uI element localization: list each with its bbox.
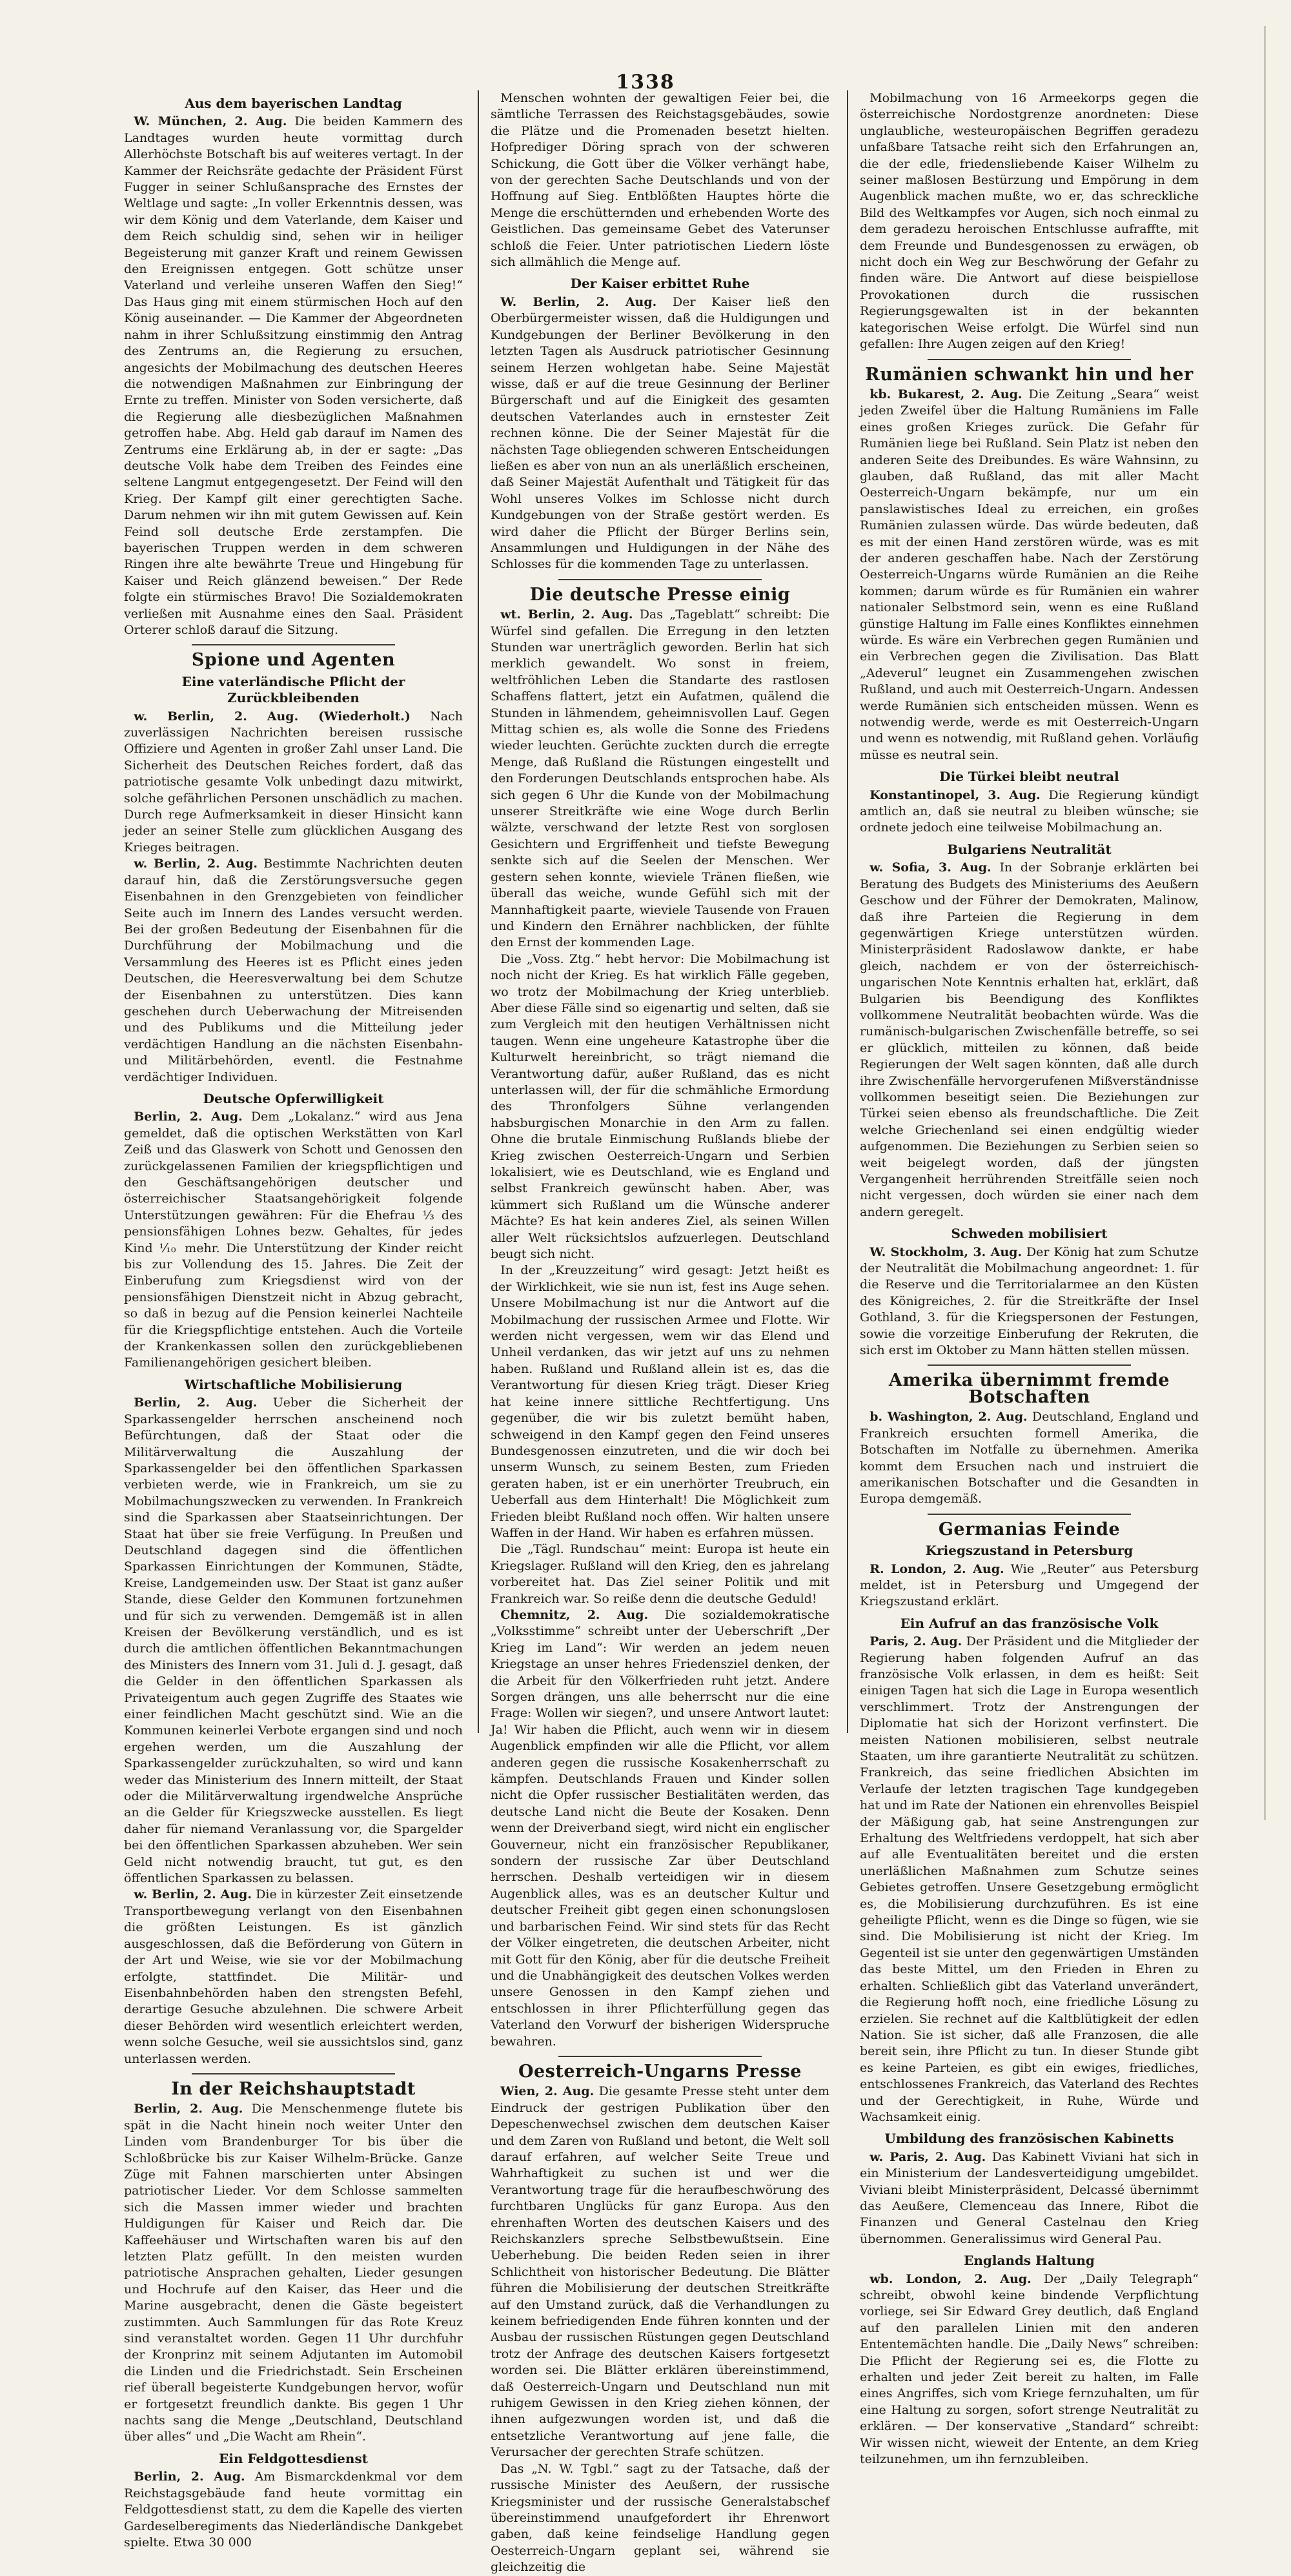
section-separator — [192, 2073, 395, 2074]
section-separator — [558, 2056, 762, 2057]
dateline: W. München, 2. Aug. — [134, 114, 287, 129]
article-paragraph — [124, 2101, 463, 2446]
dateline: w. Paris, 2. Aug. — [869, 2149, 986, 2164]
article-headline: Ein Feldgottesdienst — [219, 2450, 368, 2466]
section-headline: Spione und Agenten — [191, 650, 396, 671]
article-text: Bestimmte Nachrichten deuten darauf hin, daß die Zerstörungsversuche gegen Eisenbahnen in den Grenzgebieten von feindlicher Seite auch im Innern des Landes versucht werden. Bei der großen Bedeutung der Eisenbahnen für die Durchführung der Mobilmachung und die Versammlung des Heeres ist es Pflicht eines jeden Deutschen, die Heeresverwaltung bei dem Schutze der Eisenbahnen zu unterstützen. Dies kann geschehen durch Ueberwachung der Mitreisenden und des Publikums und die Mitteilung jeder verdächtigen Handlung an die nächsten Eisenbahn- und Militärbehörden, eventl. die Festnahme verdächtiger Individuen. — [124, 857, 463, 1084]
dateline: Wien, 2. Aug. — [500, 2084, 595, 2099]
article-paragraph — [860, 1244, 1199, 1359]
dateline: w. Sofia, 3. Aug. — [869, 860, 991, 875]
section-separator — [928, 1364, 1131, 1366]
section-headline: In der Reichshauptstadt — [171, 2078, 416, 2099]
article-paragraph — [124, 114, 463, 638]
article-headline: Deutsche Opferwilligkeit — [203, 1090, 384, 1106]
article-text: Das „Tageblatt“ schreibt: Die Würfel sind gefallen. Die Erregung in den letzten Stunden war unerträglich geworden. Berlin hat sich merklich gewandelt. Wo sonst in freiem, weltfröhlichen Leben die Standarte des rastlosen Schaffens flattert, jetzt ein Aufatmen, quälend die Stunden in lähmendem, geheimnisvollen Lauf. Gegen Mittag schien es, als wolle die Sonne des Friedens wieder leuchten. Gerüchte zuckten durch die erregte Menge, daß Rußland die Rüstungen eingestellt und den Forderungen Deutschlands entsprochen habe. Als sich gegen 6 Uhr die Kunde von der Mobilmachung unserer Streitkräfte wie eine Woge durch Berlin wälzte, verschwand der letzte Rest von sorglosen Gesichtern und Ergriffenheit und tiefste Bewegung senkte sich auf die Seelen der Menschen. Wer gestern sehen konnte, wieviele Tränen fließen, wie überall das weiche, wunde Gefühl sich mit der Mannhaftigkeit paarte, wieviele Tausende von Frauen und Kindern den Ernährer nachblicken, der fühlte den Ernst der kommenden Lage. — [491, 607, 829, 950]
section-separator — [928, 359, 1131, 360]
article-headline: Ein Aufruf an das französische Volk — [900, 1615, 1159, 1631]
dateline: Berlin, 2. Aug. — [134, 1395, 258, 1410]
article-text: Die in kürzester Zeit einsetzende Transportbewegung verlangt von den Eisenbahnen die größten Leistungen. Es ist gänzlich ausgeschlossen, daß die Beförderung von Gütern in der Art und Weise, wie sie vor der Mobilmachung erfolgte, stattfindet. Die Militär- und Eisenbahnbehörden haben den strengsten Befehl, derartige Gesuche abzulehnen. Die schwere Arbeit dieser Behörden wird wesentlich erleichtert werden, wenn solche Gesuche, weil sie aussichtslos sind, ganz unterlassen werden. — [124, 1887, 463, 2066]
dateline: W. Stockholm, 3. Aug. — [869, 1244, 1022, 1259]
article-text: Der Präsident und die Mitglieder der Regierung haben folgenden Aufruf an das französische Volk erlassen, in dem es heißt: Seit einigen Tagen hat sich die Lage in Europa wesentlich verschlimmert. Trotz der Anstrengungen der Diplomatie hat sich der Horizont verfinstert. Die meisten Nationen mobilisieren, selbst neutrale Staaten, um ihre garantierte Neutralität zu schützen. Frankreich, das seine friedlichen Absichten im Verlaufe der letzten tragischen Tage kundgegeben hat und im Rate der Nationen ein ehrenvolles Beispiel der Mäßigung gab, hat seine Anstrengungen zur Erhaltung des Weltfriedens verdoppelt, hat sich aber auf alle Eventualitäten bereitet und die ersten unerläßlichen Maßnahmen zum Schutze seines Gebietes getroffen. Unsere Gesetzgebung ermöglicht es, die Mobilisierung durchzuführen. Es ist eine geheiligte Pflicht, wenn es die Dinge so fügen, wie sie sind. Die Mobilisierung ist nicht der Krieg. Im Gegenteil ist sie unter den gegenwärtigen Umständen das beste Mittel, um den Frieden in Ehren zu erhalten. Schließlich gibt das Vaterland unverändert, die Regierung hofft noch, eine friedliche Lösung zu erzielen. Sie rechnet auf die Kaltblütigkeit der edlen Nation. Sie ist sicher, daß alle Franzosen, die alle bereit sein, ihre Pflicht zu tun. In dieser Stunde gibt es keine Parteien, es gibt ein ewiges, friedliches, entschlossenes Frankreich, das Vaterland des Rechtes und der Gerechtigkeit, in Ruhe, Würde und Wachsamkeit einig. — [860, 1634, 1199, 2124]
article-paragraph — [491, 1541, 829, 1607]
dateline: wb. London, 2. Aug. — [869, 2271, 1032, 2286]
article-text: Die beiden Kammern des Landtages wurden heute vormittag durch Allerhöchste Botschaft bis auf weiteres vertagt. In der Kammer der Reichsräte gedachte der Präsident Fürst Fugger in seiner Schlußansprache des Ernstes der Weltlage und sagte: „In voller Erkenntnis dessen, was wir dem König und dem Vaterlande, dem Kaiser und dem Reich schuldig sind, sehen wir in heiliger Begeisterung mit ganzer Kraft und reinem Gewissen den Ereignissen entgegen. Gott schütze unser Vaterland und verleihe unseren Waffen den Sieg!“ Das Haus ging mit einem stürmischen Hoch auf den König auseinander. — Die Kammer der Abgeordneten nahm in ihrer Schlußsitzung einstimmig den Antrag des Zentrums an, die Regierung zu ersuchen, angesichts der Mobilmachung des deutschen Heeres die notwendigen Maßnahmen zur Einbringung der Ernte zu treffen. Minister von Soden versicherte, daß die Regierung alle diesbezüglichen Maßnahmen getroffen habe. Abg. Held gab darauf im Namen des Zentrums eine Erklärung ab, in der er sagte: „Das deutsche Volk habe dem Treiben des Feindes eine seltene Langmut entgegengesetzt. Der Feind will den Krieg. Der Kampf gilt einer gerechtigten Sache. Darum nehmen wir ihn mit gutem Gewissen auf. Kein Feind soll deutsche Erde zerstampfen. Die bayerischen Truppen werden in dem schweren Ringen ihre alte bewährte Treue und Hingebung für Kaiser und Reich glänzend beweisen.“ Der Rede folgte ein stürmisches Bravo! Die Sozialdemokraten verließen mit Ausnahme eines den Saal. Präsident Orterer schloß darauf die Sitzung. — [124, 114, 463, 637]
article-paragraph — [860, 2149, 1199, 2247]
dateline: Berlin, 2. Aug. — [134, 2470, 245, 2484]
article-paragraph — [491, 1607, 829, 2050]
section-headline: Amerika übernimmt fremde Botschaften — [888, 1370, 1170, 1407]
article-text: Die Zeitung „Seara“ weist jeden Zweifel über die Haltung Rumäniens im Falle eines großen Krieges zurück. Die Gefahr für Rumänien liege bei Rußland. Sein Platz ist neben den anderen Seite des Dreibundes. Es wäre Wahnsinn, zu glauben, daß Rußland, das mit aller Macht Oesterreich-Ungarn bekämpfe, nur um ein panslawistisches Ideal zu erreichen, ein großes Rumänien zulassen würde. Das würde bedeuten, daß es mit der einen Hand zerstören würde, was es mit der anderen geschaffen habe. Nach der Zerstörung Oesterreich-Ungarns würde Rumänien an die Reihe kommen; darum würde es für Rumänien ein wahrer nationaler Selbstmord sein, wenn es eine Rußland günstige Haltung im Falle eines Konfliktes einnehmen würde. Es wäre ein Verbrechen gegen Rumänien und ein Verbrechen gegen die Zivilisation. Das Blatt „Adeverul“ leugnet ein Zusammengehen zwischen Rußland, und auch mit Oesterreich-Ungarn. Andessen werde Rumänien sich entscheiden müssen. Wenn es notwendig werde, werde es mit Oesterreich-Ungarn und wenn es notwendig, mit Rußland gehen. Vorläufig müsse es neutral sein. — [860, 387, 1199, 762]
article-headline: Englands Haltung — [964, 2253, 1095, 2269]
article-text: In der „Kreuzzeitung“ wird gesagt: Jetzt heißt es der Wirklichkeit, wie sie nun ist, fest ins Auge sehen. Unsere Mobilmachung ist nur die Antwort auf die Mobilmachung der russischen Armee und Flotte. Wir werden nicht vergessen, wem wir das Elend und Unheil verdanken, das wir jetzt auf uns zu nehmen haben. Rußland und Rußland allein ist es, das die Verantwortung für diesen Krieg trägt. Dieser Krieg hat keine innere sittliche Rechtfertigung. Uns gegenüber, die wir bis zuletzt bemüht haben, schweigend in den Kampf gegen den Feind unseres Bundesgenossen einzutreten, und die wir doch bei unserm Wunsch, zu seinem Besten, zum Frieden geraten haben, ist er ein unerhörter Treubruch, ein Ueberfall aus dem Hinterhalt! Die Möglichkeit zum Frieden bleibt Rußland noch offen. Wir halten unsere Waffen in der Hand. Wir haben es erfahren müssen. — [491, 1263, 829, 1540]
article-text: Menschen wohnten der gewaltigen Feier bei, die sämtliche Terrassen des Reichstagsgebäudes, sowie die Plätze und die Promenaden besetzt hielten. Hofprediger Döring sprach von der schweren Schickung, die Gott über die Völker verhängt habe, von der gerechten Sache Deutschlands und von der Hoffnung auf Sieg. Entblößten Hauptes hörte die Menge die erschütternden und erhebenden Worte des Geistlichen. Das gemeinsame Gebet des Vaterunser schloß die Feier. Unter patriotischen Liedern löste sich allmählich die Menge auf. — [491, 91, 829, 270]
dateline: b. Washington, 2. Aug. — [869, 1410, 1028, 1425]
dateline: Chemnitz, 2. Aug. — [500, 1607, 649, 1622]
article-text: In der Sobranje erklärten bei Beratung des Budgets des Ministeriums des Aeußern Geschow und der Führer der Demokraten, Malinow, daß ihre Parteien die Regierung in dem gegenwärtigen Kriege unterstützen würden. Ministerpräsident Radoslawow dankte, er habe gleich, nachdem er von der österreichisch-ungarischen Note Kenntnis erhalten hat, erklärt, daß Bulgarien bis Beendigung des Konfliktes vollkommene Neutralität beobachten würde. Was die rumänisch-bulgarischen Zwischenfälle betreffe, so sei er glücklich, mitteilen zu können, daß beide Regierungen der Welt sagen könnten, daß alle durch ihre Zwischenfälle hervorgerufenen Mißverständnisse vollkommen beseitigt seien. Die Beziehungen zur Türkei seien ebenso als freundschaftliche. Die Zeit welche Griechenland sei einen endgültig wieder aufgenommen. Die Beziehungen zu Serbien seien so weit beigelegt worden, daß der jüngsten Vergangenheit herrührenden Streitfälle seien noch nicht vergessen, doch würden sie einer nach dem andern geregelt. — [860, 860, 1199, 1219]
article-headline: Die Türkei bleibt neutral — [939, 769, 1119, 785]
dateline: Berlin, 2. Aug. — [134, 1110, 243, 1124]
article-paragraph — [860, 2271, 1199, 2468]
section-headline: Oesterreich-Ungarns Presse — [518, 2061, 802, 2082]
article-headline: Aus dem bayerischen Landtag — [185, 96, 402, 111]
article-paragraph — [124, 709, 463, 857]
article-paragraph — [860, 1409, 1199, 1507]
dateline: Konstantinopel, 3. Aug. — [869, 787, 1041, 802]
article-text: Mobilmachung von 16 Armeekorps gegen die österreichische Nordostgrenze anordneten: Diese unglaubliche, westeuropäischen Begriffen geradezu unfaßbare Tatsache reiht sich den Erfahrungen an, die der edle, friedensliebende Kaiser Wilhelm zu seiner maßlosen Bestürzung und Empörung in dem Augenblick machen mußte, wo er, das schreckliche Bild des Weltkampfes vor Augen, sich noch einmal zu dem geradezu heroischen Entschlusse aufraffte, mit dem Freunde und Bundesgenossen zu erwägen, ob nicht doch ein Weg zur Beschwörung der Gefahr zu finden wäre. Die Antwort auf diese beispiellose Provokationen durch die russischen Regierungsgewalten ist in der bekannten kategorischen Weise erfolgt. Die Würfel sind nun gefallen: Ihre Augen zeigen auf den Krieg! — [860, 91, 1199, 352]
article-paragraph — [491, 294, 829, 573]
article-headline: Wirtschaftliche Mobilisierung — [184, 1376, 403, 1392]
article-paragraph — [860, 90, 1199, 353]
article-paragraph — [124, 1395, 463, 1887]
dateline: R. London, 2. Aug. — [869, 1561, 1004, 1576]
article-text: Nach zuverlässigen Nachrichten bereisen russische Offiziere und Agenten in großer Zahl unser Land. Die Sicherheit des Deutschen Reiches fordert, daß das patriotische gesamte Volk unbedingt dazu mitwirkt, solche gefährlichen Personen unschädlich zu machen. Durch rege Aufmerksamkeit in dieser Hinsicht kann jeder an seiner Stelle zum glücklichen Ausgang des Krieges beitragen. — [124, 709, 463, 855]
article-text: Ueber die Sicherheit der Sparkassengelder herrschen anscheinend noch Befürchtungen, daß der Staat oder die Militärverwaltung die Auszahlung der Sparkassengelder bei den öffentlichen Sparkassen verbieten werde, wie in Frankreich, um sie zu Mobilmachungszwecken zu verwenden. In Frankreich sind die Sparkassen aber Staatseinrichtungen. Der Staat hat über sie freie Verfügung. In Preußen und Deutschland dagegen sind die öffentlichen Sparkassen Einrichtungen der Kommunen, Städte, Kreise, Landgemeinden usw. Der Staat ist ganz außer Stande, diese Gelder den Kommunen fortzunehmen und für sich zu verwenden. Demgemäß ist in allen Kreisen der Bevölkerung verständlich, und es ist durch die amtlichen öffentlichen Bekanntmachungen des Ministers des Innern vom 31. Juli d. J. gesagt, daß die Gelder in den öffentlichen Sparkassen als Privateigentum auch gegen Zugriffe des Staates wie einer feindlichen Macht geschützt sind. Wie an die Kommunen keinerlei Verbote ergangen sind und noch ergehen werden, um die Auszahlung der Sparkassengelder zurückzuhalten, so wird und kann weder das Ministerium des Innern mitteilt, der Staat oder die Militärverwaltung irgendwelche Ansprüche an die Gelder für Kriegszwecke ausstellen. Es liegt daher für niemand Veranlassung vor, die Spargelder bei den öffentlichen Sparkassen abzuheben. Wer sein Geld nicht notwendig braucht, tut gut, es den öffentlichen Sparkassen zu belassen. — [124, 1395, 463, 1886]
article-text: Die Regierung kündigt amtlich an, daß sie neutral zu bleiben wünsche; sie ordnete jedoch eine teilweise Mobilmachung an. — [860, 787, 1199, 835]
article-text: Wie „Reuter“ aus Petersburg meldet, ist in Petersburg und Umgegend der Kriegszustand erklärt. — [860, 1561, 1199, 1609]
section-headline: Die deutsche Presse einig — [529, 584, 791, 605]
article-subheadline: Eine vaterländische Pflicht der Zurückbleibenden — [181, 673, 405, 706]
page-number: 1338 — [616, 71, 675, 94]
article-text: Am Bismarckdenkmal vor dem Reichstagsgebäude fand heute vormittag ein Feldgottesdienst statt, zu dem die Kapelle des vierten Gardeselberegiments das Niederländische Dankgebet spielte. Etwa 30 000 — [124, 2470, 463, 2550]
dateline: W. Berlin, 2. Aug. — [500, 294, 657, 309]
dateline: w. Berlin, 2. Aug. — [134, 1887, 252, 1902]
article-paragraph — [491, 951, 829, 1263]
article-paragraph — [491, 1263, 829, 1541]
article-paragraph — [860, 860, 1199, 1221]
column-1 — [124, 90, 463, 2550]
article-headline: Umbildung des französischen Kabinetts — [884, 2131, 1174, 2147]
dateline: kb. Bukarest, 2. Aug. — [869, 387, 1022, 401]
section-separator — [192, 644, 395, 645]
article-text: Deutschland, England und Frankreich ersuchten formell Amerika, die Botschaften im Notfalle zu übernehmen. Amerika kommt dem Ersuchen nach und instruiert die amerikanischen Botschafter und die Gesandten in Europa demgemäß. — [860, 1410, 1199, 1506]
article-text: Der Kaiser ließ den Oberbürgermeister wissen, daß die Huldigungen und Kundgebungen der Berliner Bevölkerung in den letzten Tagen als Ausdruck patriotischer Gesinnung seinem Herzen wohlgetan habe. Seine Majestät wisse, daß er auf die treue Gesinnung der Berliner Bürgerschaft und auf die Einigkeit des gesamten deutschen Vaterlandes auch in ernstester Zeit rechnen könne. Die der Seiner Majestät für die nächsten Tage obliegenden schweren Entscheidungen ließen es aber von nun an als unerläßlich erscheinen, daß Seiner Majestät Aufenthalt und Tätigkeit für das Wohl unseres Volkes im Schlosse nicht durch Kundgebungen von der Straße gestört werden. Es wird daher die Pflicht der Bürger Berlins sein, Ansammlungen und Huldigungen in der Nähe des Schlosses für die kommenden Tage zu unterlassen. — [491, 294, 829, 572]
article-text: Der König hat zum Schutze der Neutralität die Mobilmachung angeordnet: 1. für die Reserve und die Territorialarmee an den Küsten des Königreiches, 2. für die Streitkräfte der Insel Gothland, 3. für die Kriegspersonen der Festungen, sowie die vorzeitige Einberufung der Rekruten, die sich erst im Oktober zu Mann hätten stellen müssen. — [860, 1244, 1199, 1358]
dateline: wt. Berlin, 2. Aug. — [500, 607, 633, 622]
article-text: Die gesamte Presse steht unter dem Eindruck der gestrigen Publikation über den Depeschenwechsel zwischen dem deutschen Kaiser und dem Zaren von Rußland und betont, die Welt soll darauf erfahren, auf welcher Seite Treue und Wahrhaftigkeit zu suchen ist und wer die Verantwortung trage für die heraufbeschwörung des furchtbaren Unglücks für ganz Europa. Aus den ehrenhaften Worten des deutschen Kaisers und des Reichskanzlers spreche Selbstbewußtsein. Eine Ueberhebung. Die beiden Reden seien in ihrer Schlichtheit von historischer Bedeutung. Die Blätter führen die Mobilisierung der deutschen Streitkräfte auf den Umstand zurück, daß die Verhandlungen zu keinem befriedigenden Ende führen konnten und der Ausbau der russischen Rüstungen gegen Deutschland trotz der Anfrage des deutschen Kaisers fortgesetzt worden sei. Die Blätter erklären übereinstimmend, daß Oesterreich-Ungarn und Deutschland nun mit ruhigem Gewissen in den Krieg ziehen können, der ihnen aufgezwungen worden ist, und daß die entsetzliche Verantwortung auf jene falle, die Verursacher der gerechten Strafe schützen. — [491, 2084, 829, 2460]
article-paragraph — [860, 1561, 1199, 1610]
article-paragraph — [860, 387, 1199, 764]
section-headline: Rumänien schwankt hin und her — [865, 364, 1194, 385]
section-headline: Germanias Feinde — [938, 1519, 1121, 1539]
article-paragraph — [491, 2084, 829, 2460]
article-headline: Bulgariens Neutralität — [947, 841, 1112, 857]
page-edge-crease — [1264, 26, 1266, 1820]
article-text: Das Kabinett Viviani hat sich in ein Ministerium der Landesverteidigung umgebildet. Viviani bleibt Ministerpräsident, Delcassé übernimmt das Aeußere, Clemenceau das Innere, Ribot die Finanzen und General Castelnau den Krieg übernommen. Generalissimus wird General Pau. — [860, 2149, 1199, 2246]
article-paragraph — [860, 787, 1199, 837]
article-paragraph — [860, 1634, 1199, 2125]
article-text: Die „Voss. Ztg.“ hebt hervor: Die Mobilmachung ist noch nicht der Krieg. Es hat wirklich Fälle gegeben, wo trotz der Mobilmachung der Krieg unterblieb. Aber diese Fälle sind so eigenartig und selten, daß sie zum Vergleich mit den heutigen Verhältnissen nicht taugen. Wenn eine ungeheure Katastrophe über die Kulturwelt hereinbricht, so trägt niemand die Verantwortung dafür, außer Rußland, das es nicht unterlassen will, der für die schmähliche Ermordung des Thronfolgers Sühne verlangenden habsburgischen Monarchie in den Arm zu fallen. Ohne die brutale Einmischung Rußlands bliebe der Krieg zwischen Oesterreich-Ungarn und Serbien lokalisiert, wie es Deutschland, wie es England und selbst Frankreich gewünscht haben. Aber, was kümmert sich Rußland um die Wünsche anderer Mächte? Es hat kein anderes Ziel, als seinen Willen aller Welt rücksichtslos aufzuerlegen. Deutschland beugt sich nicht. — [491, 951, 829, 1262]
article-text: Dem „Lokalanz.“ wird aus Jena gemeldet, daß die optischen Werkstätten von Karl Zeiß und das Glaswerk von Schott und Genossen den zurückgelassenen Familien der kriegspflichtigen und den Geschäftsangehörigen deutscher und österreichischer Staatsangehörigkeit folgende Unterstützungen gewähren: Für die Ehefrau ⅓ des pensionsfähigen Lohnes bezw. Gehaltes, für jedes Kind ⅒ mehr. Die Unterstützung der Kinder reicht bis zur Vollendung des 15. Jahres. Die Zeit der Einberufung zum Kriegsdienst wird von der pensionsfähigen Dienstzeit nicht in Abzug gebracht, so daß in bezug auf die Pension keinerlei Nachteile für die Kriegspflichtige entstehen. Auch die Vorteile der Krankenkassen sollen den zurückgebliebenen Familienangehörigen gesichert bleiben. — [124, 1110, 463, 1370]
section-separator — [558, 579, 762, 580]
column-3 — [860, 90, 1199, 2467]
article-text: Die Menschenmenge flutete bis spät in die Nacht hinein noch weiter Unter den Linden vom Brandenburger Tor bis über die Schloßbrücke bis zur Kaiser Wilhelm-Brücke. Ganze Züge mit Fahnen marschierten unter Absingen patriotischer Lieder. Vor dem Schlosse sammelten sich die Massen immer wieder und brachten Huldigungen für Kaiser und Reich dar. Die Kaffeehäuser und Wirtschaften waren bis auf den letzten Platz gefüllt. In den meisten wurden patriotische Ansprachen gehalten, Lieder gesungen und Hochrufe auf den Kaiser, das Heer und die Marine ausgebracht, denen die Gäste begeistert zustimmten. Auch Sammlungen für das Rote Kreuz sind veranstaltet worden. Gegen 11 Uhr durchfuhr der Kronprinz mit seinem Adjutanten im Automobil die Linden und die Friedrichstadt. Sein Erscheinen rief überall begeisterte Kundgebungen hervor, wofür er fortgesetzt freundlich dankte. Bis gegen 1 Uhr nachts sang die Menge „Deutschland, Deutschland über alles“ und „Die Wacht am Rhein“. — [124, 2102, 463, 2444]
article-text: Die „Tägl. Rundschau“ meint: Europa ist heute ein Kriegslager. Rußland will den Krieg, den es jahrelang vorbereitet hat. Das Ziel seiner Politik und mit Frankreich war. So reiße denn die deutsche Geduld! — [491, 1542, 829, 1606]
section-separator — [928, 1514, 1131, 1515]
article-subheadline: Kriegszustand in Petersburg — [925, 1543, 1133, 1559]
dateline: w. Berlin, 2. Aug. (Wiederholt.) — [134, 709, 411, 724]
article-paragraph — [491, 607, 829, 951]
article-text: Der „Daily Telegraph“ schreibt, obwohl keine bindende Verpflichtung vorliege, sei Sir Edward Grey deutlich, daß England auf den parallelen Linien mit den anderen Ententemächten handle. Die „Daily News“ schreiben: Die Pflicht der Regierung sei es, die Flotte zu erhalten und jeder Zeit bereit zu halten, im Falle eines Angriffes, sich vom Kriege fernzuhalten, um für eine Haltung zu sorgen, sofort strenge Neutralität zu erklären. — Der konservative „Standard“ schreibt: Wir wissen nicht, wieweit der Entente, an dem Krieg teilzunehmen, um ihn fernzubleiben. — [860, 2271, 1199, 2467]
dateline: w. Berlin, 2. Aug. — [134, 857, 258, 871]
article-headline: Der Kaiser erbittet Ruhe — [570, 276, 750, 292]
column-rule-1 — [478, 90, 479, 1733]
article-paragraph — [124, 1109, 463, 1372]
article-paragraph — [124, 1887, 463, 2067]
article-paragraph — [491, 2461, 829, 2576]
article-paragraph — [491, 90, 829, 270]
article-headline: Schweden mobilisiert — [951, 1226, 1108, 1242]
article-text: Die sozialdemokratische „Volksstimme“ schreibt unter der Ueberschrift „Der Krieg im Land“: Wir werden an jedem neuen Kriegstage an unser hehres Friedensziel denken, der die Arbeit für den Völkerfrieden ruht jetzt. Andere Sorgen drängen, uns alle beherrscht nur die eine Frage: Wollen wir siegen?, und unsere Antwort lautet: Ja! Wir haben die Pflicht, auch wenn wir in diesem Augenblick empfinden wir alle die Pflicht, vor allem anderen gegen die russische Kosakenherrschaft zu kämpfen. Deutschlands Frauen und Kinder sollen nicht die Opfer russischer Bestialitäten werden, das deutsche Land nicht die Beute der Kosaken. Denn wenn der Dreiverband siegt, wird nicht ein englischer Gouverneur, nicht ein französischer Republikaner, sondern der russische Zar über Deutschland herrschen. Deshalb verteidigen wir in diesem Augenblick alles, was es an deutscher Kultur und deutscher Freiheit gibt gegen einen schonungslosen und barbarischen Feind. Wir sind stets für das Recht der Völker eingetreten, die deutschen Arbeiter, nicht mit Gott für den König, aber für die deutsche Freiheit und die Unabhängigkeit des deutschen Volkes werden unsere Genossen in den Kampf ziehen und entschlossen in ihrer Pflichterfüllung gegen das Vaterland den Vorwurf der bisherigen Widerspruche bewahren. — [491, 1607, 829, 2049]
dateline: Berlin, 2. Aug. — [134, 2102, 243, 2116]
article-paragraph — [124, 2469, 463, 2551]
article-paragraph — [124, 856, 463, 1086]
dateline: Paris, 2. Aug. — [869, 1634, 962, 1649]
column-2 — [491, 90, 829, 2575]
article-text: Das „N. W. Tgbl.“ sagt zu der Tatsache, daß der russische Minister des Aeußern, der russische Kriegsminister und der russische Generalstabschef übereinstimmend unaufgefordert ihr Ehrenwort gaben, daß keine feindselige Handlung gegen Oesterreich-Ungarn geplant sei, während sie gleichzeitig die — [491, 2461, 829, 2575]
column-rule-2 — [847, 90, 848, 1733]
